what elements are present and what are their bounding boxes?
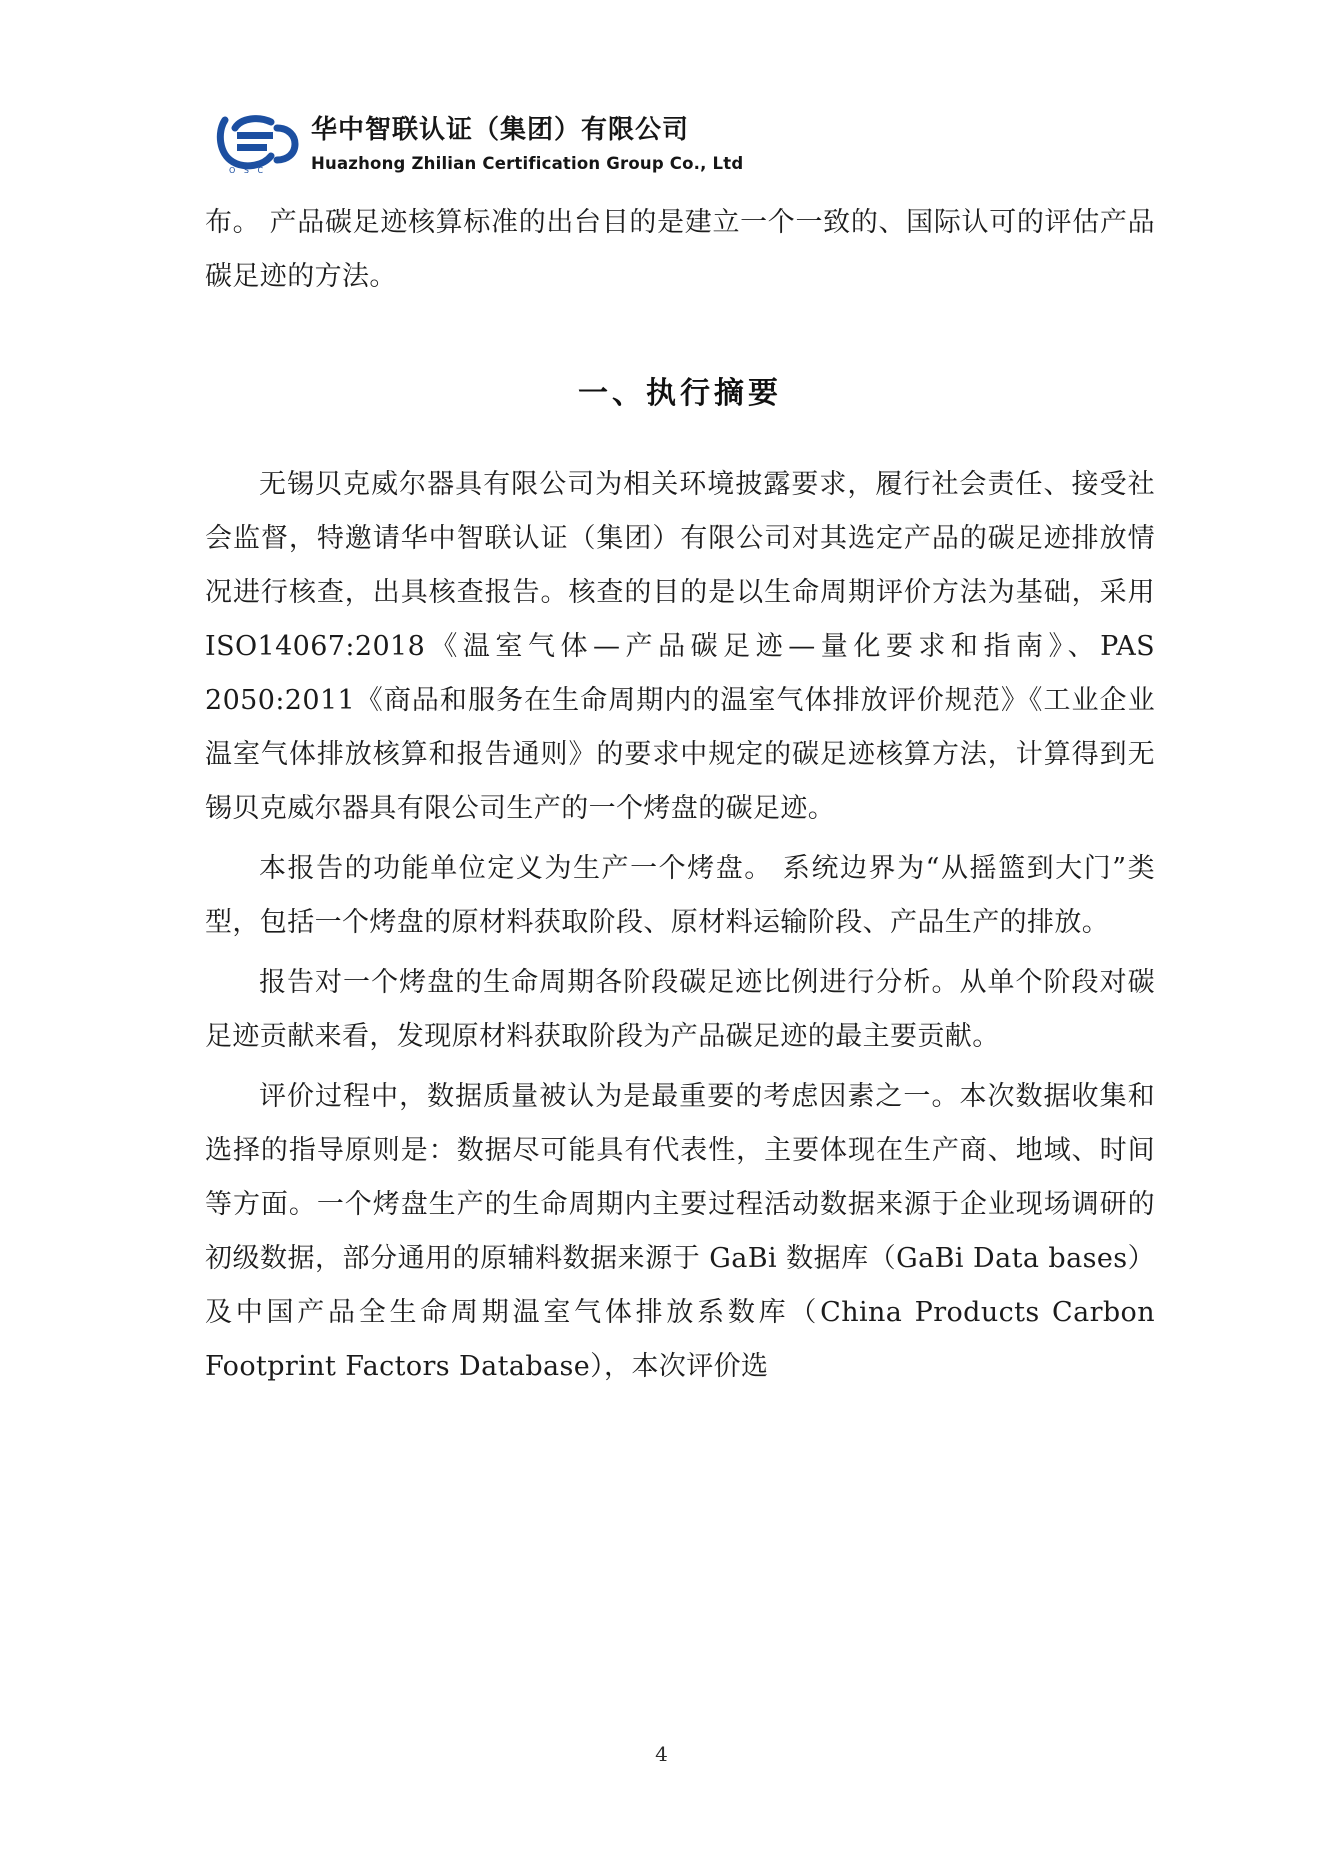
company-name-en: Huazhong Zhilian Certification Group Co., Ltd — [311, 153, 744, 173]
header-company-block — [311, 112, 743, 173]
section-title: 一、执行摘要 — [578, 376, 782, 411]
document-header — [215, 112, 1155, 182]
company-name-cn: 华中智联认证（集团）有限公司 — [311, 115, 690, 145]
paragraph-continued: 布。 产品碳足迹核算标准的出台目的是建立一个一致的、国际认可的评估产品碳足迹的方法。 — [205, 207, 1155, 292]
paragraph-4: 评价过程中，数据质量被认为是最重要的考虑因素之一。本次数据收集和选择的指导原则是：数据尽可能具有代表性，主要体现在生产商、地域、时间等方面。一个烤盘生产的生命周期内主要过程活动数据来源于企业现场调研的初级数据，部分通用的原辅料数据来源于 GaBi 数据库（GaBi Data bases）及中国产品全生命周期温室气体排放系数库（China Products Carbon Footprint Factors Database），本次评价选 — [205, 1081, 1155, 1382]
paragraph-3: 报告对一个烤盘的生命周期各阶段碳足迹比例进行分析。从单个阶段对碳足迹贡献来看，发现原材料获取阶段为产品碳足迹的最主要贡献。 — [205, 967, 1155, 1052]
osc-logo-icon — [215, 114, 301, 176]
page-number: 4 — [655, 1742, 668, 1766]
svg-text:O S C: O S C — [229, 166, 267, 175]
paragraph-1: 无锡贝克威尔器具有限公司为相关环境披露要求，履行社会责任、接受社会监督，特邀请华中智联认证（集团）有限公司对其选定产品的碳足迹排放情况进行核查，出具核查报告。核查的目的是以生命周期评价方法为基础，采用ISO14067:2018《温室气体—产品碳足迹—量化要求和指南》、PAS 2050:2011《商品和服务在生命周期内的温室气体排放评价规范》《工业企业温室气体排放核算和报告通则》的要求中规定的碳足迹核算方法，计算得到无锡贝克威尔器具有限公司生产的一个烤盘的碳足迹。 — [205, 469, 1155, 824]
paragraph-2: 本报告的功能单位定义为生产一个烤盘。 系统边界为“从摇篮到大门”类型，包括一个烤盘的原材料获取阶段、原材料运输阶段、产品生产的排放。 — [205, 853, 1155, 938]
document-body — [205, 196, 1155, 1394]
